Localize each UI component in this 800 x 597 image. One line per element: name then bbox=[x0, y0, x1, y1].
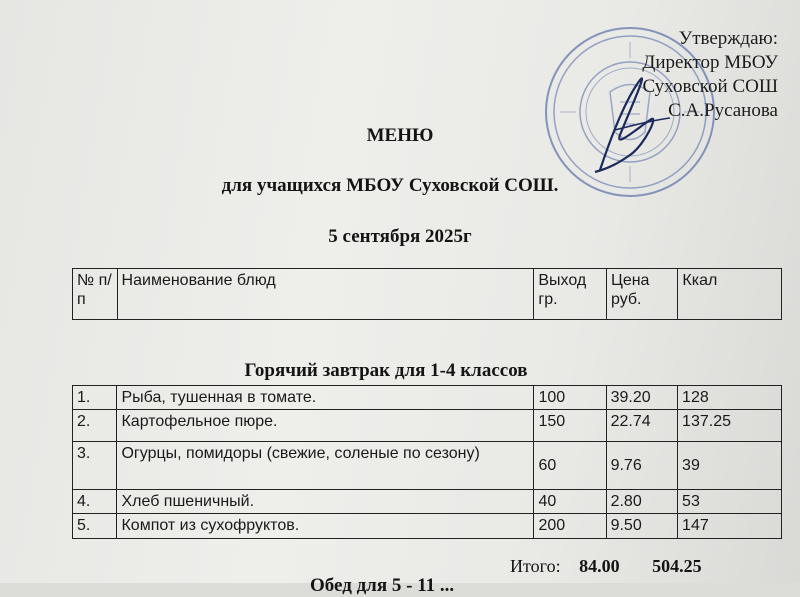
cell-kcal: 39 bbox=[678, 442, 782, 490]
cell-num: 4. bbox=[73, 490, 117, 514]
cell-price: 9.50 bbox=[606, 514, 677, 539]
cell-name: Рыба, тушенная в томате. bbox=[117, 386, 534, 410]
total-kcal: 504.25 bbox=[652, 556, 702, 576]
cell-price: 22.74 bbox=[606, 410, 677, 442]
cell-output: 100 bbox=[534, 386, 606, 410]
approval-block bbox=[642, 27, 778, 123]
cell-kcal: 128 bbox=[678, 386, 782, 410]
table-row bbox=[73, 514, 782, 539]
menu-table bbox=[72, 385, 782, 539]
cell-price: 39.20 bbox=[606, 386, 677, 410]
header-num: № п/п bbox=[73, 269, 118, 320]
cell-kcal: 137.25 bbox=[678, 410, 782, 442]
approval-line: Директор МБОУ bbox=[642, 52, 778, 73]
header-name: Наименование блюд bbox=[117, 269, 534, 320]
cell-name: Компот из сухофруктов. bbox=[117, 514, 534, 539]
table-row bbox=[73, 386, 782, 410]
cell-output: 40 bbox=[534, 490, 606, 514]
cell-price: 9.76 bbox=[606, 442, 677, 490]
cell-kcal: 53 bbox=[678, 490, 782, 514]
cell-output: 200 bbox=[534, 514, 606, 539]
total-line bbox=[510, 556, 702, 577]
total-price: 84.00 bbox=[579, 556, 620, 576]
cell-num: 5. bbox=[73, 514, 117, 539]
header-output: Выход гр. bbox=[534, 269, 607, 320]
approval-line: Утверждаю: bbox=[678, 28, 778, 49]
cell-kcal: 147 bbox=[678, 514, 782, 539]
section-title: Горячий завтрак для 1-4 классов bbox=[244, 360, 528, 381]
cell-num: 2. bbox=[73, 410, 117, 442]
cell-name: Картофельное пюре. bbox=[117, 410, 534, 442]
total-label: Итого: bbox=[510, 556, 561, 576]
cell-price: 2.80 bbox=[606, 490, 677, 514]
header-kcal: Ккал bbox=[678, 269, 782, 320]
table-row bbox=[73, 442, 782, 490]
menu-header-table bbox=[72, 268, 782, 320]
header-price: Цена руб. bbox=[606, 269, 677, 320]
cell-output: 150 bbox=[534, 410, 606, 442]
approval-line: С.А.Русанова bbox=[668, 100, 778, 121]
cell-name: Огурцы, помидоры (свежие, соленые по сезону) bbox=[117, 442, 534, 490]
cell-name: Хлеб пшеничный. bbox=[117, 490, 534, 514]
next-section-title: Обед для 5 - 11 ... bbox=[310, 575, 455, 596]
approval-line: Суховской СОШ bbox=[642, 76, 778, 97]
cell-num: 1. bbox=[73, 386, 117, 410]
document-title: МЕНЮ bbox=[366, 125, 434, 146]
table-row bbox=[73, 410, 782, 442]
header-row bbox=[73, 269, 782, 320]
cell-num: 3. bbox=[73, 442, 117, 490]
document-subtitle: для учащихся МБОУ Суховской СОШ. bbox=[221, 175, 559, 196]
cell-output: 60 bbox=[534, 442, 606, 490]
table-row bbox=[73, 490, 782, 514]
menu-date: 5 сентября 2025г bbox=[328, 226, 472, 247]
